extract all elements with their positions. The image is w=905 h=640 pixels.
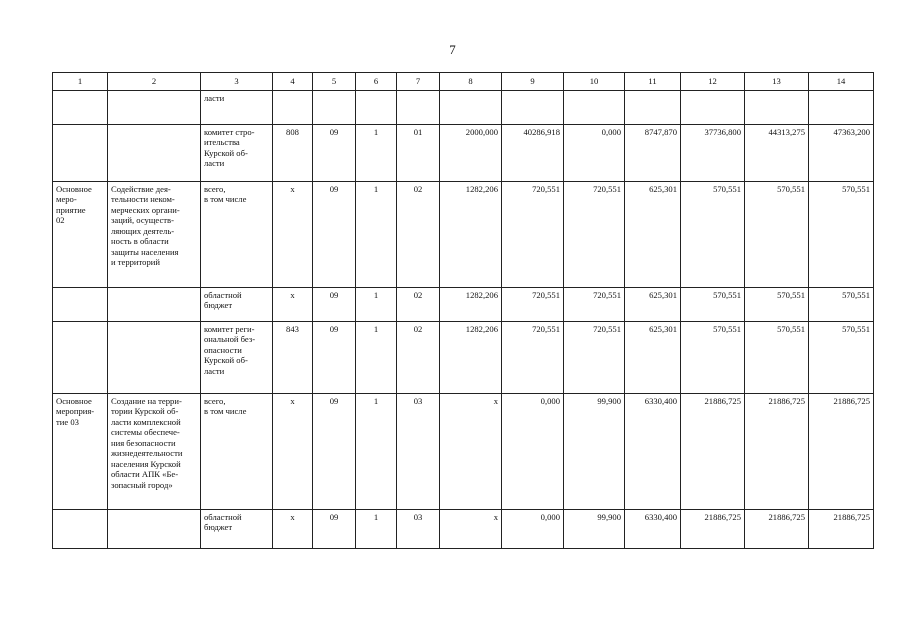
value-cell: 0,000 (502, 394, 564, 510)
activity-code-cell: 03 (397, 394, 440, 510)
activity-code-cell: 02 (397, 288, 440, 322)
activity-code-cell: 03 (397, 510, 440, 549)
column-header: 11 (625, 73, 681, 91)
value-cell: 44313,275 (745, 125, 809, 182)
value-cell (809, 91, 874, 125)
value-cell (440, 91, 502, 125)
column-header: 1 (53, 73, 108, 91)
value-cell: 570,551 (745, 322, 809, 394)
activity-code-cell: 02 (397, 182, 440, 288)
subprogram-code-cell: 1 (356, 322, 397, 394)
value-cell (564, 91, 625, 125)
value-cell: 21886,725 (681, 510, 745, 549)
column-header: 8 (440, 73, 502, 91)
value-cell: 570,551 (681, 182, 745, 288)
activity-name-cell (53, 288, 108, 322)
table-row (53, 182, 874, 288)
section-code-cell: 09 (313, 125, 356, 182)
activity-name-cell (53, 322, 108, 394)
activity-description-cell (108, 510, 201, 549)
value-cell: 21886,725 (681, 394, 745, 510)
section-code-cell: 09 (313, 288, 356, 322)
funding-source-cell: областной бюджет (201, 510, 273, 549)
subprogram-code-cell: 1 (356, 288, 397, 322)
column-header: 14 (809, 73, 874, 91)
value-cell: 625,301 (625, 322, 681, 394)
value-cell: 21886,725 (745, 394, 809, 510)
page-number: 7 (449, 42, 456, 57)
funding-source-cell: комитет реги- ональной без- опасности Курской об- ласти (201, 322, 273, 394)
table-row (53, 510, 874, 549)
funding-source-cell: комитет стро- ительства Курской об- ласти (201, 125, 273, 182)
value-cell: 720,551 (564, 322, 625, 394)
admin-code-cell: х (273, 510, 313, 549)
value-cell (745, 91, 809, 125)
activity-description-cell (108, 91, 201, 125)
value-cell: 0,000 (502, 510, 564, 549)
value-cell: х (440, 510, 502, 549)
value-cell: 0,000 (564, 125, 625, 182)
value-cell: 570,551 (745, 288, 809, 322)
admin-code-cell: х (273, 394, 313, 510)
subprogram-code-cell: 1 (356, 125, 397, 182)
value-cell: 6330,400 (625, 394, 681, 510)
value-cell: 570,551 (809, 322, 874, 394)
value-cell: 1282,206 (440, 288, 502, 322)
value-cell: 570,551 (681, 322, 745, 394)
value-cell: 1282,206 (440, 182, 502, 288)
activity-name-cell (53, 91, 108, 125)
admin-code-cell: 843 (273, 322, 313, 394)
value-cell: 720,551 (502, 182, 564, 288)
value-cell: 570,551 (809, 182, 874, 288)
activity-description-cell: Создание на терри- тории Курской об- ласти комплексной системы обеспече- ния безопасности жизнедеятельности населения Курской области АПК «Бе- зопасный город» (108, 394, 201, 510)
column-header: 2 (108, 73, 201, 91)
value-cell: х (440, 394, 502, 510)
column-header: 9 (502, 73, 564, 91)
value-cell: 2000,000 (440, 125, 502, 182)
section-code-cell: 09 (313, 394, 356, 510)
funding-source-cell: ласти (201, 91, 273, 125)
table-row (53, 91, 874, 125)
funding-source-cell: всего, в том числе (201, 182, 273, 288)
value-cell: 99,900 (564, 510, 625, 549)
activity-name-cell: Основное меро- приятие 02 (53, 182, 108, 288)
value-cell: 570,551 (681, 288, 745, 322)
funding-source-cell: всего, в том числе (201, 394, 273, 510)
section-code-cell: 09 (313, 322, 356, 394)
subprogram-code-cell: 1 (356, 394, 397, 510)
column-header: 10 (564, 73, 625, 91)
value-cell: 8747,870 (625, 125, 681, 182)
admin-code-cell: 808 (273, 125, 313, 182)
column-header: 5 (313, 73, 356, 91)
value-cell: 37736,800 (681, 125, 745, 182)
value-cell (625, 91, 681, 125)
value-cell: 720,551 (564, 182, 625, 288)
column-header: 7 (397, 73, 440, 91)
value-cell: 99,900 (564, 394, 625, 510)
value-cell: 21886,725 (809, 510, 874, 549)
activity-description-cell (108, 125, 201, 182)
admin-code-cell (273, 91, 313, 125)
column-header-row (53, 73, 874, 91)
table-row (53, 125, 874, 182)
activity-name-cell (53, 125, 108, 182)
activity-description-cell (108, 288, 201, 322)
subprogram-code-cell (356, 91, 397, 125)
value-cell: 6330,400 (625, 510, 681, 549)
activity-description-cell (108, 322, 201, 394)
budget-table (52, 72, 874, 549)
column-header: 13 (745, 73, 809, 91)
section-code-cell (313, 91, 356, 125)
column-header: 4 (273, 73, 313, 91)
table-row (53, 394, 874, 510)
subprogram-code-cell: 1 (356, 182, 397, 288)
value-cell: 570,551 (745, 182, 809, 288)
column-header: 6 (356, 73, 397, 91)
value-cell (502, 91, 564, 125)
section-code-cell: 09 (313, 510, 356, 549)
admin-code-cell: х (273, 288, 313, 322)
activity-code-cell: 02 (397, 322, 440, 394)
table-body (53, 73, 874, 549)
value-cell: 21886,725 (745, 510, 809, 549)
activity-code-cell: 01 (397, 125, 440, 182)
subprogram-code-cell: 1 (356, 510, 397, 549)
value-cell: 21886,725 (809, 394, 874, 510)
table-row (53, 288, 874, 322)
table-row (53, 322, 874, 394)
activity-description-cell: Содействие дея- тельности неком- мерческих органи- заций, осуществ- ляющих деятель- ность в области защиты населения и территорий (108, 182, 201, 288)
value-cell (681, 91, 745, 125)
admin-code-cell: х (273, 182, 313, 288)
column-header: 12 (681, 73, 745, 91)
value-cell: 570,551 (809, 288, 874, 322)
section-code-cell: 09 (313, 182, 356, 288)
funding-source-cell: областной бюджет (201, 288, 273, 322)
value-cell: 720,551 (564, 288, 625, 322)
activity-name-cell (53, 510, 108, 549)
activity-code-cell (397, 91, 440, 125)
value-cell: 625,301 (625, 182, 681, 288)
column-header: 3 (201, 73, 273, 91)
value-cell: 720,551 (502, 288, 564, 322)
activity-name-cell: Основное мероприя- тие 03 (53, 394, 108, 510)
value-cell: 625,301 (625, 288, 681, 322)
value-cell: 40286,918 (502, 125, 564, 182)
value-cell: 720,551 (502, 322, 564, 394)
value-cell: 47363,200 (809, 125, 874, 182)
value-cell: 1282,206 (440, 322, 502, 394)
